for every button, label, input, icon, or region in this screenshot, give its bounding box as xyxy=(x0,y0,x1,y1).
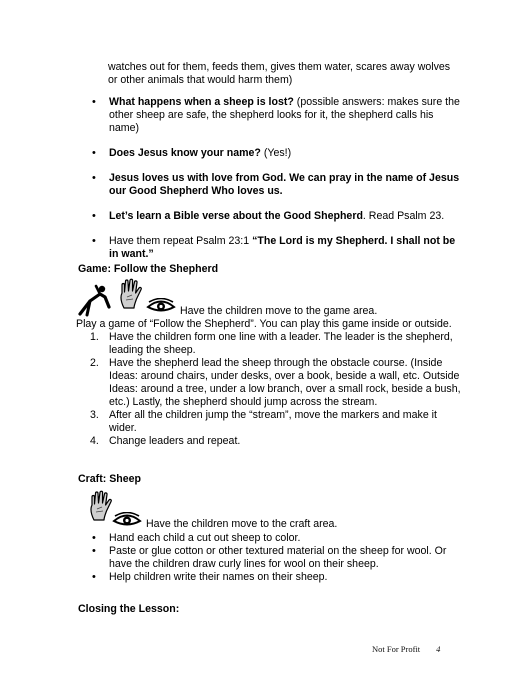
list-item: 2. Have the shepherd lead the sheep through the obstacle course. (Inside Ideas: around chairs, under desks, over a book, beside a wall, etc. Outside Ideas: around a tree, under a low branch, over a small rock, beside a bush, etc.) Lastly, the shepherd should jump across the stream. xyxy=(90,357,461,408)
bullet-item: • Paste or glue cotton or other textured material on the sheep for wool. Or have the children draw curly lines for wool on their sheep. xyxy=(92,545,464,571)
game-move-text: Have the children move to the game area. xyxy=(180,305,378,317)
game-intro: Play a game of “Follow the Shepherd”. You can play this game inside or outside. xyxy=(76,318,452,330)
bullet-item: • Jesus loves us with love from God. We can pray in the name of Jesus our Good Shepherd Who loves us. xyxy=(92,172,464,198)
stretching-figure-icon xyxy=(76,283,112,319)
eye-icon xyxy=(146,298,176,314)
game-heading: Game: Follow the Shepherd xyxy=(78,263,219,275)
raised-hand-icon xyxy=(118,278,144,310)
game-steps xyxy=(90,331,462,448)
list-item: 1. Have the children form one line with a leader. The leader is the shepherd, leading the sheep. xyxy=(90,331,453,356)
bullet-item: • Let’s learn a Bible verse about the Good Shepherd. Read Psalm 23. xyxy=(92,210,464,223)
page-footer xyxy=(372,643,440,656)
raised-hand-icon xyxy=(88,490,114,522)
bullet-item: • Hand each child a cut out sheep to color. xyxy=(92,532,464,545)
craft-heading: Craft: Sheep xyxy=(78,473,141,485)
footer-text: Not For Profit xyxy=(372,644,421,654)
craft-move-text: Have the children move to the craft area. xyxy=(146,518,338,530)
continuation-text: watches out for them, feeds them, gives them water, scares away wolves or other animals that would harm them) xyxy=(108,61,451,86)
bullet-item: • Does Jesus know your name? (Yes!) xyxy=(92,147,464,160)
list-item: 3. After all the children jump the “stream”, move the markers and make it wider. xyxy=(90,409,437,434)
closing-heading: Closing the Lesson: xyxy=(78,603,180,615)
bullet-item: • Help children write their names on their sheep. xyxy=(92,571,464,584)
bullet-item: • What happens when a sheep is lost? (possible answers: makes sure the other sheep are safe, the shepherd looks for it, the shepherd calls his name) xyxy=(92,96,464,135)
list-item: 4. Change leaders and repeat. xyxy=(90,435,241,447)
craft-bullets xyxy=(92,532,464,584)
eye-icon xyxy=(112,512,142,528)
page-number: 4 xyxy=(436,644,441,654)
discussion-bullets xyxy=(92,96,464,273)
bullet-item: • Have them repeat Psalm 23:1 “The Lord is my Shepherd. I shall not be in want.” xyxy=(92,235,464,261)
